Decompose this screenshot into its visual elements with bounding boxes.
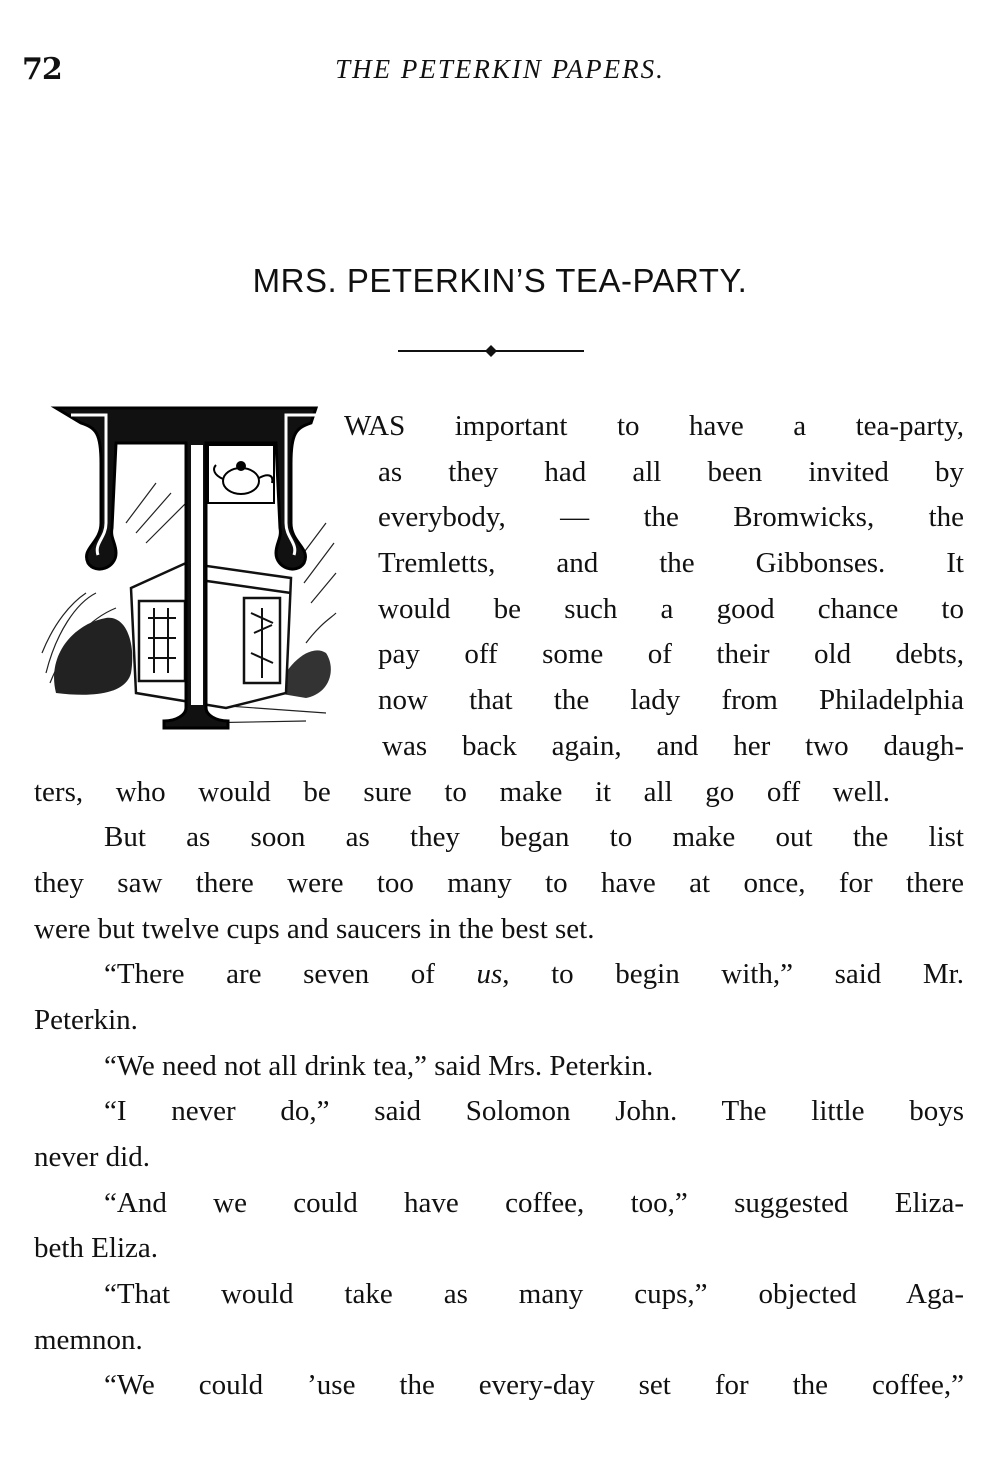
text-line: WAS important to have a tea-party,	[344, 410, 964, 442]
text-line: “And we could have coffee, too,” suggested Eliza-	[104, 1186, 964, 1219]
text-line: Tremletts, and the Gibbonses. It	[378, 547, 964, 580]
text-line: Peterkin.	[34, 1003, 138, 1036]
text-line: “We need not all drink tea,” said Mrs. Peterkin.	[104, 1049, 654, 1082]
chapter-title: MRS. PETERKIN’S TEA-PARTY.	[252, 262, 748, 299]
text-line: ters, who would be sure to make it all go off well.	[34, 775, 890, 808]
running-head: THE PETERKIN PAPERS.	[335, 54, 665, 84]
text-line: “I never do,” said Solomon John. The little boys	[104, 1095, 964, 1128]
emphasis: us	[476, 958, 503, 991]
body-text	[34, 404, 964, 1409]
text-line: “There are seven of us, to begin with,” said Mr.	[104, 958, 964, 991]
ornament-divider-icon	[398, 343, 584, 359]
page-number: 72	[22, 52, 62, 87]
text-line: were but twelve cups and saucers in the best set.	[34, 912, 595, 945]
text-line: everybody, — the Bromwicks, the	[378, 501, 964, 534]
text-line: as they had all been invited by	[378, 455, 964, 488]
text-line: pay off some of their old debts,	[378, 638, 964, 671]
text-line: “We could ’use the every-day set for the coffee,”	[104, 1369, 964, 1402]
text-line: now that the lady from Philadelphia	[378, 684, 964, 717]
text-line: But as soon as they began to make out the list	[104, 821, 964, 854]
text-line: never did.	[34, 1141, 150, 1173]
text-line: would be such a good chance to	[378, 592, 964, 625]
text-line: “That would take as many cups,” objected Aga-	[104, 1278, 964, 1311]
text-line: memnon.	[34, 1323, 143, 1356]
text-line: beth Eliza.	[34, 1232, 159, 1265]
text-line: they saw there were too many to have at once, for there	[34, 866, 964, 899]
text-line: was back again, and her two daugh-	[382, 729, 964, 762]
